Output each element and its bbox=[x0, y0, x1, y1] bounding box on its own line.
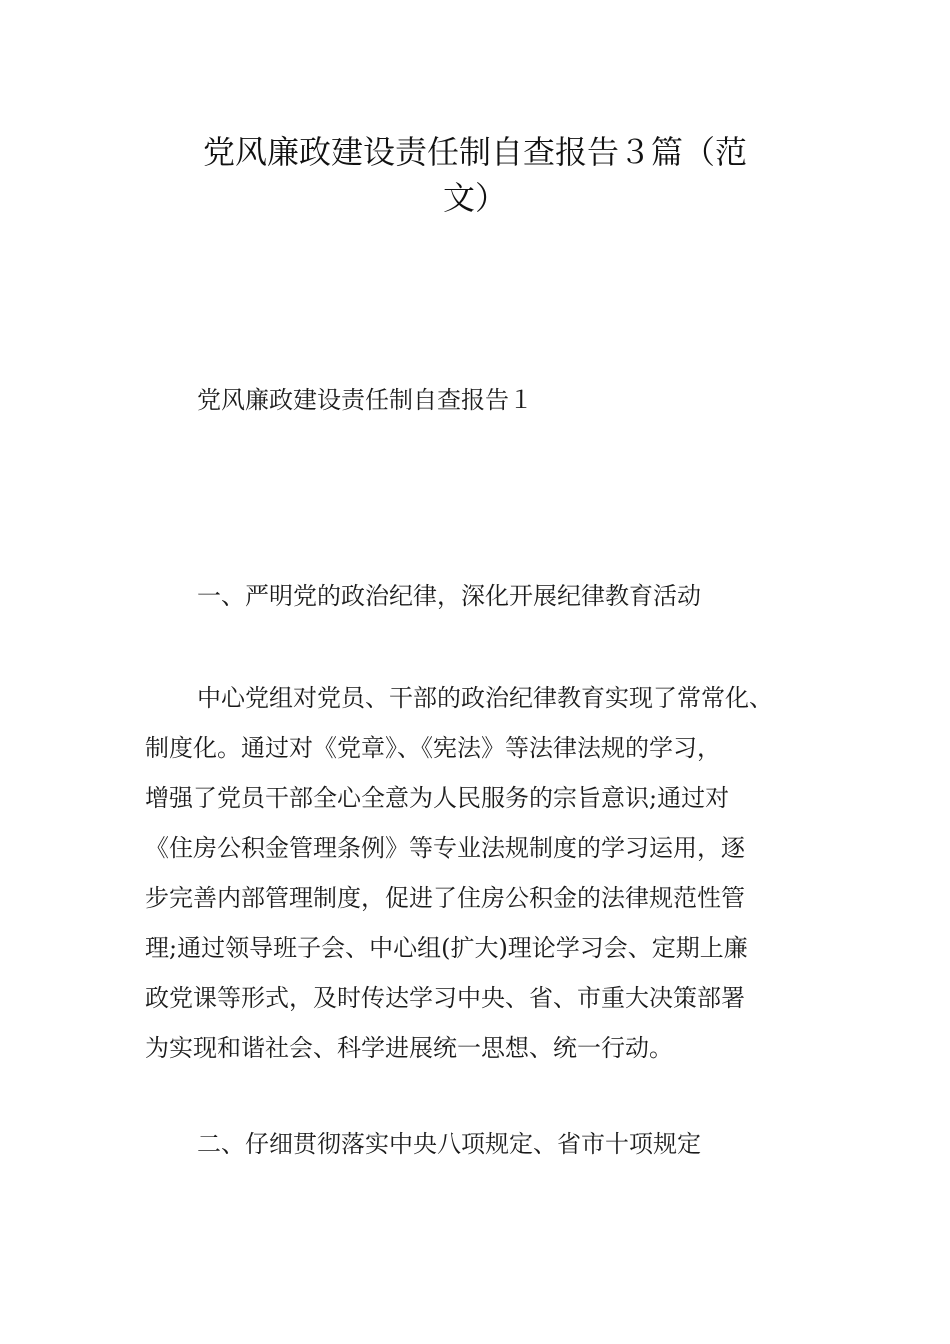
section-2-heading: 二、仔细贯彻落实中央八项规定、省市十项规定 bbox=[197, 1130, 701, 1158]
paragraph-line: 制度化。通过对《党章》、《宪法》等法律法规的学习， bbox=[145, 734, 721, 762]
paragraph-line: 为实现和谐社会、科学进展统一思想、统一行动。 bbox=[145, 1034, 673, 1062]
document-title-line-2: 文） bbox=[442, 179, 507, 217]
paragraph-line: 中心党组对党员、干部的政治纪律教育实现了常常化、 bbox=[197, 684, 773, 712]
paragraph-line: 步完善内部管理制度，促进了住房公积金的法律规范性管 bbox=[145, 884, 745, 912]
document-title-line-1: 党风廉政建设责任制自查报告３篇（范 bbox=[202, 133, 747, 171]
paragraph-line: 政党课等形式，及时传达学习中央、省、市重大决策部署 bbox=[145, 984, 745, 1012]
paragraph-line: 理;通过领导班子会、中心组(扩大)理论学习会、定期上廉 bbox=[145, 934, 748, 962]
section-1-heading: 一、严明党的政治纪律，深化开展纪律教育活动 bbox=[197, 582, 701, 610]
report-subtitle: 党风廉政建设责任制自查报告１ bbox=[197, 386, 533, 414]
paragraph-line: 增强了党员干部全心全意为人民服务的宗旨意识;通过对 bbox=[145, 784, 730, 812]
paragraph-line: 《住房公积金管理条例》等专业法规制度的学习运用，逐 bbox=[145, 834, 745, 862]
